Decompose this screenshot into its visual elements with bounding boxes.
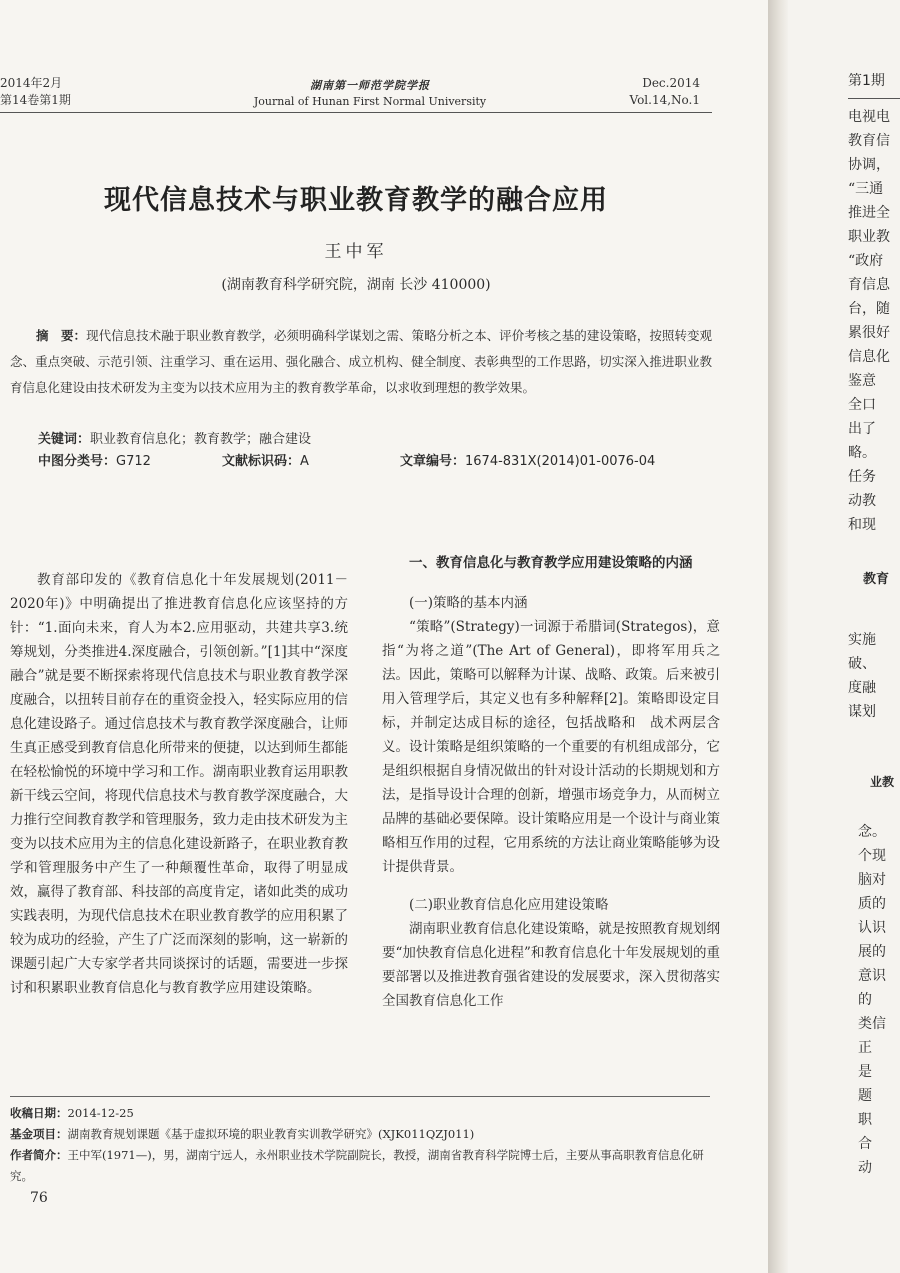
facing-text-line: 题 (858, 1088, 872, 1104)
author-bio: 作者简介：王中军(1971—)，男，湖南宁远人，永州职业技术学院副院长，教授，湖南省教育科学院博士后，主要从事高职教育信息化研究。 (10, 1148, 704, 1183)
facing-text-line: 协调， (848, 157, 890, 173)
header-rule (0, 112, 712, 113)
facing-text-line: 累很好 (848, 325, 890, 341)
facing-text-line: 略。 (848, 445, 876, 461)
abstract-text: 现代信息技术融于职业教育教学，必须明确科学谋划之需、策略分析之本、评价考核之基的建设策略，按照转变观念、重点突破、示范引领、注重学习、重在运用、强化融合、成立机构、健全制度、表彰典型的工作思路，切实深入推进职业教育信息化建设由技术研发为主变为以技术应用为主的教育教学革命，以求收到理想的教学效果。 (10, 328, 712, 395)
clc-number: 中图分类号：G712 (38, 454, 151, 469)
facing-text-line: 谋划 (848, 704, 876, 720)
fund-project: 基金项目：湖南教育规划课题《基于虚拟环境的职业教育实训教学研究》(XJK011QZJ011) (10, 1127, 475, 1141)
facing-text-line: 认识 (858, 920, 886, 936)
facing-text-line: 鉴意 (848, 373, 876, 389)
facing-text-bottom (858, 820, 886, 1180)
author-affiliation: (湖南教育科学研究院，湖南 长沙 410000) (221, 277, 491, 293)
facing-text-line: 念。 (858, 824, 886, 840)
facing-text-line: 台，随 (848, 301, 890, 317)
keywords (38, 428, 311, 447)
footnotes (10, 1103, 725, 1187)
facing-text-line: 动 (858, 1160, 872, 1176)
facing-text-line: 意识 (858, 968, 886, 984)
facing-text-line: 展的 (858, 944, 886, 960)
facing-page-header: 第1期 (848, 73, 885, 89)
facing-page (788, 0, 900, 1273)
abstract (10, 323, 712, 401)
facing-text-line: 职 (858, 1112, 872, 1128)
subsection-heading-2: (二)职业教育信息化应用建设策略 (409, 897, 609, 913)
facing-text-top (848, 105, 890, 537)
facing-text-line: 职业教 (848, 229, 890, 245)
journal-name: 湖南第一师范学院学报 Journal of Hunan First Normal University (253, 79, 487, 108)
facing-text-line: 脑对 (858, 872, 886, 888)
facing-text-line: 全口 (848, 397, 876, 413)
volume-info: Dec.2014 Vol.14,No.1 (629, 76, 700, 107)
facing-text-line: 出了 (848, 421, 876, 437)
subsection-2-text: 湖南职业教育信息化建设策略，就是按照教育规划纲要“加快教育信息化进程”和教育信息化十年发展规划的重要部署以及推进教育强省建设的发展要求，深入贯彻落实全国教育信息化工作 (382, 921, 720, 1009)
facing-text-line: 破、 (848, 656, 876, 672)
keywords-text: 职业教育信息化；教育教学；融合建设 (90, 432, 312, 447)
facing-text-line: 实施 (848, 632, 876, 648)
facing-text-line: 信息化 (848, 349, 890, 365)
facing-text-mid (848, 628, 876, 724)
section-heading: 一、教育信息化与教育教学应用建设策略的内涵 (409, 555, 693, 571)
facing-text-line: “三通 (848, 181, 884, 197)
intro-paragraph: 教育部印发的《教育信息化十年发展规划(2011－2020年)》中明确提出了推进教育信息化应该坚持的方针：“1.面向未来，育人为本2.应用驱动，共建共享3.统筹规划，分类推进4.深度融合，引领创新。”[1]其中“深度融合”就是要不断探索将现代信息技术与职业教育教学深度融合，以扭转目前存在的重资金投入，轻实际应用的信息化建设路子。通过信息技术与教育教学深度融合，让师生真正感受到教育信息化所带来的便捷，以达到师生都能在轻松愉悦的环境中学习和工作。湖南职业教育运用职教新干线云空间，将现代信息技术与教育教学深度融合，大力推行空间教育教学和管理服务，致力走由技术研发为主变为以技术应用为主的信息化建设新路子，在职业教育教学和管理服务中产生了一种颠覆性革命，取得了明显成效，赢得了教育部、科技部的高度肯定，诸如此类的成功实践表明，为现代信息技术在职业教育教学的应用积累了较为成功的经验，产生了广泛而深刻的影响，这一崭新的课题引起广大专家学者共同谈探讨的话题，需要进一步探讨和积累职业教育信息化与教育教学应用建设策略。 (10, 572, 348, 996)
facing-text-line: 教育信 (848, 133, 890, 149)
facing-text-line: 和现 (848, 517, 876, 533)
subsection-1-text: “策略”(Strategy)一词源于希腊词(Strategos)，意指“为将之道”(The Art of General)，即将军用兵之法。因此，策略可以解释为计谋、战略、政策。后来被引用入管理学后，其定义也有多种解释[2]。策略即设定目标，并制定达成目标的途径，包括战略和 战术两层含义。设计策略是组织策略的一个重要的有机组成部分，它是组织根据自身情况做出的针对设计活动的长期规划和方法，是指导设计合理的创新，增强市场竞争力，从而树立品牌的基础必要保障。设计策略应用是一个设计与商业策略相互作用的过程，它用系统的方法让商业策略能够为设计提供背景。 (382, 619, 720, 875)
page-number: 76 (30, 1190, 48, 1206)
keywords-label: 关键词： (38, 432, 91, 447)
facing-text-line: 电视电 (848, 109, 890, 125)
footnote-rule (10, 1096, 710, 1097)
document-code: 文献标识码：A (222, 454, 309, 469)
abstract-label: 摘 要： (36, 328, 87, 343)
facing-text-line: “政府 (848, 253, 884, 269)
article-author: 王中军 (324, 242, 388, 262)
facing-text-line: 育信息 (848, 277, 890, 293)
article-number: 文章编号：1674-831X(2014)01-0076-04 (400, 454, 656, 469)
received-date: 收稿日期：2014-12-25 (10, 1106, 134, 1120)
facing-heading-fragment: 教育 (863, 572, 890, 587)
facing-text-line: 正 (858, 1040, 872, 1056)
facing-text-line: 类信 (858, 1016, 886, 1032)
facing-text-line: 任务 (848, 469, 876, 485)
facing-header-rule (848, 98, 900, 99)
facing-text-line: 推进全 (848, 205, 890, 221)
facing-text-line: 合 (858, 1136, 872, 1152)
facing-text-line: 个现 (858, 848, 886, 864)
facing-text-line: 质的 (858, 896, 886, 912)
subsection-heading-1: (一)策略的基本内涵 (409, 595, 528, 611)
facing-text-line: 动教 (848, 493, 876, 509)
facing-text-line: 度融 (848, 680, 876, 696)
issue-date: 2014年2月 第14卷第1期 (0, 76, 71, 107)
facing-subheading-fragment: 业教 (870, 775, 895, 789)
book-gutter (768, 0, 788, 1273)
article-title: 现代信息技术与职业教育教学的融合应用 (104, 185, 608, 216)
facing-text-line: 是 (858, 1064, 872, 1080)
facing-text-line: 的 (858, 992, 872, 1008)
right-column (382, 551, 720, 1013)
left-column (10, 568, 348, 1000)
